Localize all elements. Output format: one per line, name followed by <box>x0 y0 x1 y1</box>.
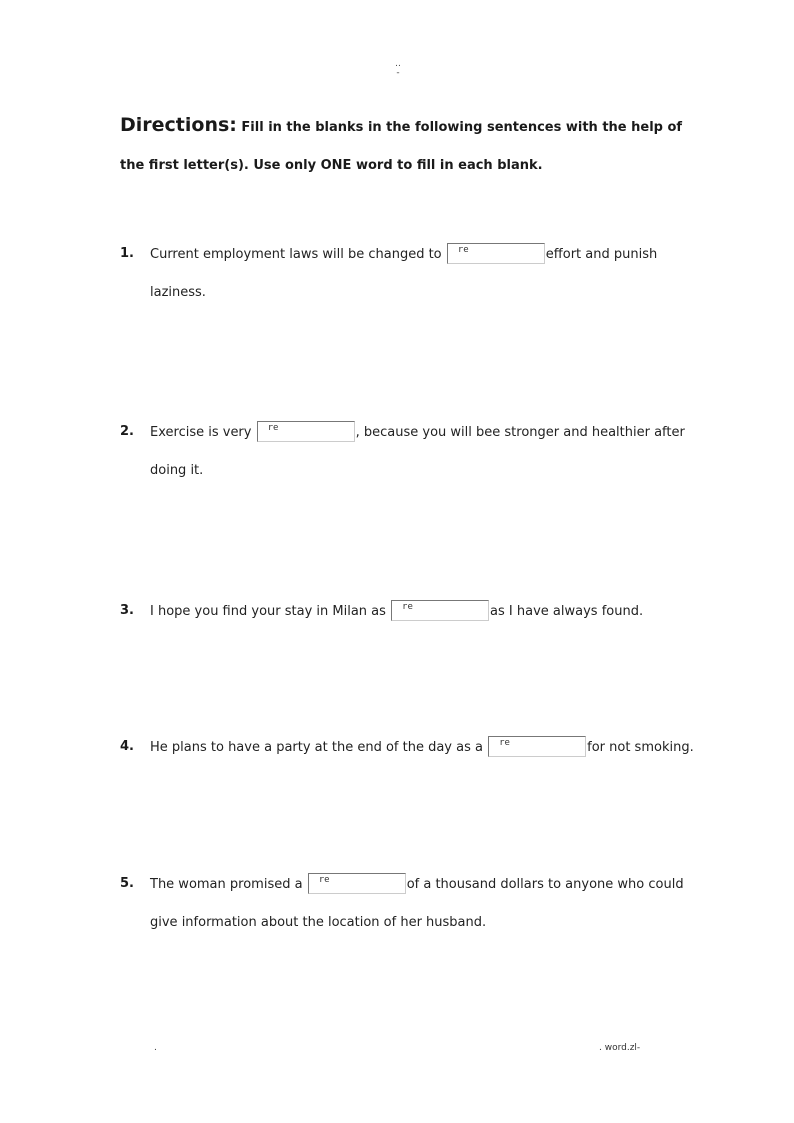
question-body <box>150 866 685 942</box>
question-body <box>150 729 694 767</box>
question-line-1 <box>150 236 685 274</box>
answer-blank-1[interactable] <box>447 243 545 264</box>
question-text-after: of a thousand dollars to anyone who could <box>406 877 684 892</box>
question-text-before: He plans to have a party at the end of the day as a <box>150 740 483 755</box>
answer-blank-4[interactable] <box>488 736 586 757</box>
question-body <box>150 414 685 490</box>
question-number: 4. <box>120 739 134 754</box>
question-text-after: as I have always found. <box>490 604 644 619</box>
question-number: 2. <box>120 424 134 439</box>
question-line-1 <box>150 593 685 631</box>
question-text-before: I hope you find your stay in Milan as <box>150 604 386 619</box>
question-line-1 <box>150 866 685 904</box>
directions-lead: Directions: <box>120 114 237 136</box>
blank-hint: re <box>457 245 469 255</box>
answer-blank-5[interactable] <box>308 873 406 894</box>
blank-hint: re <box>499 738 510 748</box>
directions <box>120 106 700 185</box>
question-line-1 <box>150 729 694 767</box>
header-mark-top: .. <box>395 59 401 69</box>
answer-blank-2[interactable] <box>257 421 355 442</box>
question-line-2: give information about the location of her husband. <box>150 915 487 930</box>
question-line-2: doing it. <box>150 463 204 478</box>
question-text-after: for not smoking. <box>587 740 694 755</box>
question-text-before: Current employment laws will be changed to <box>150 247 442 262</box>
header-mark-bottom: - <box>396 68 400 78</box>
question-number: 3. <box>120 603 134 618</box>
question-number: 1. <box>120 246 134 261</box>
question-body <box>150 593 685 631</box>
question-number: 5. <box>120 876 134 891</box>
blank-hint: re <box>318 875 330 885</box>
question-text-after: , because you will bee stronger and healthier after <box>355 425 685 440</box>
question-text-before: Exercise is very <box>150 425 252 440</box>
question-line-2: laziness. <box>150 285 206 300</box>
question-text-before: The woman promised a <box>150 877 303 892</box>
directions-text: Fill in the blanks in the following sentences with the help of the first letter(s). Use only ONE word to fill in each blank. <box>120 120 683 173</box>
blank-hint: re <box>402 602 413 612</box>
blank-hint: re <box>267 423 279 433</box>
footer-right: . word.zl- <box>599 1043 641 1053</box>
footer-left: . <box>154 1043 157 1053</box>
question-body <box>150 236 685 312</box>
question-line-1 <box>150 414 685 452</box>
header-mark <box>394 60 402 78</box>
answer-blank-3[interactable] <box>391 600 489 621</box>
question-text-after: effort and punish <box>545 247 658 262</box>
